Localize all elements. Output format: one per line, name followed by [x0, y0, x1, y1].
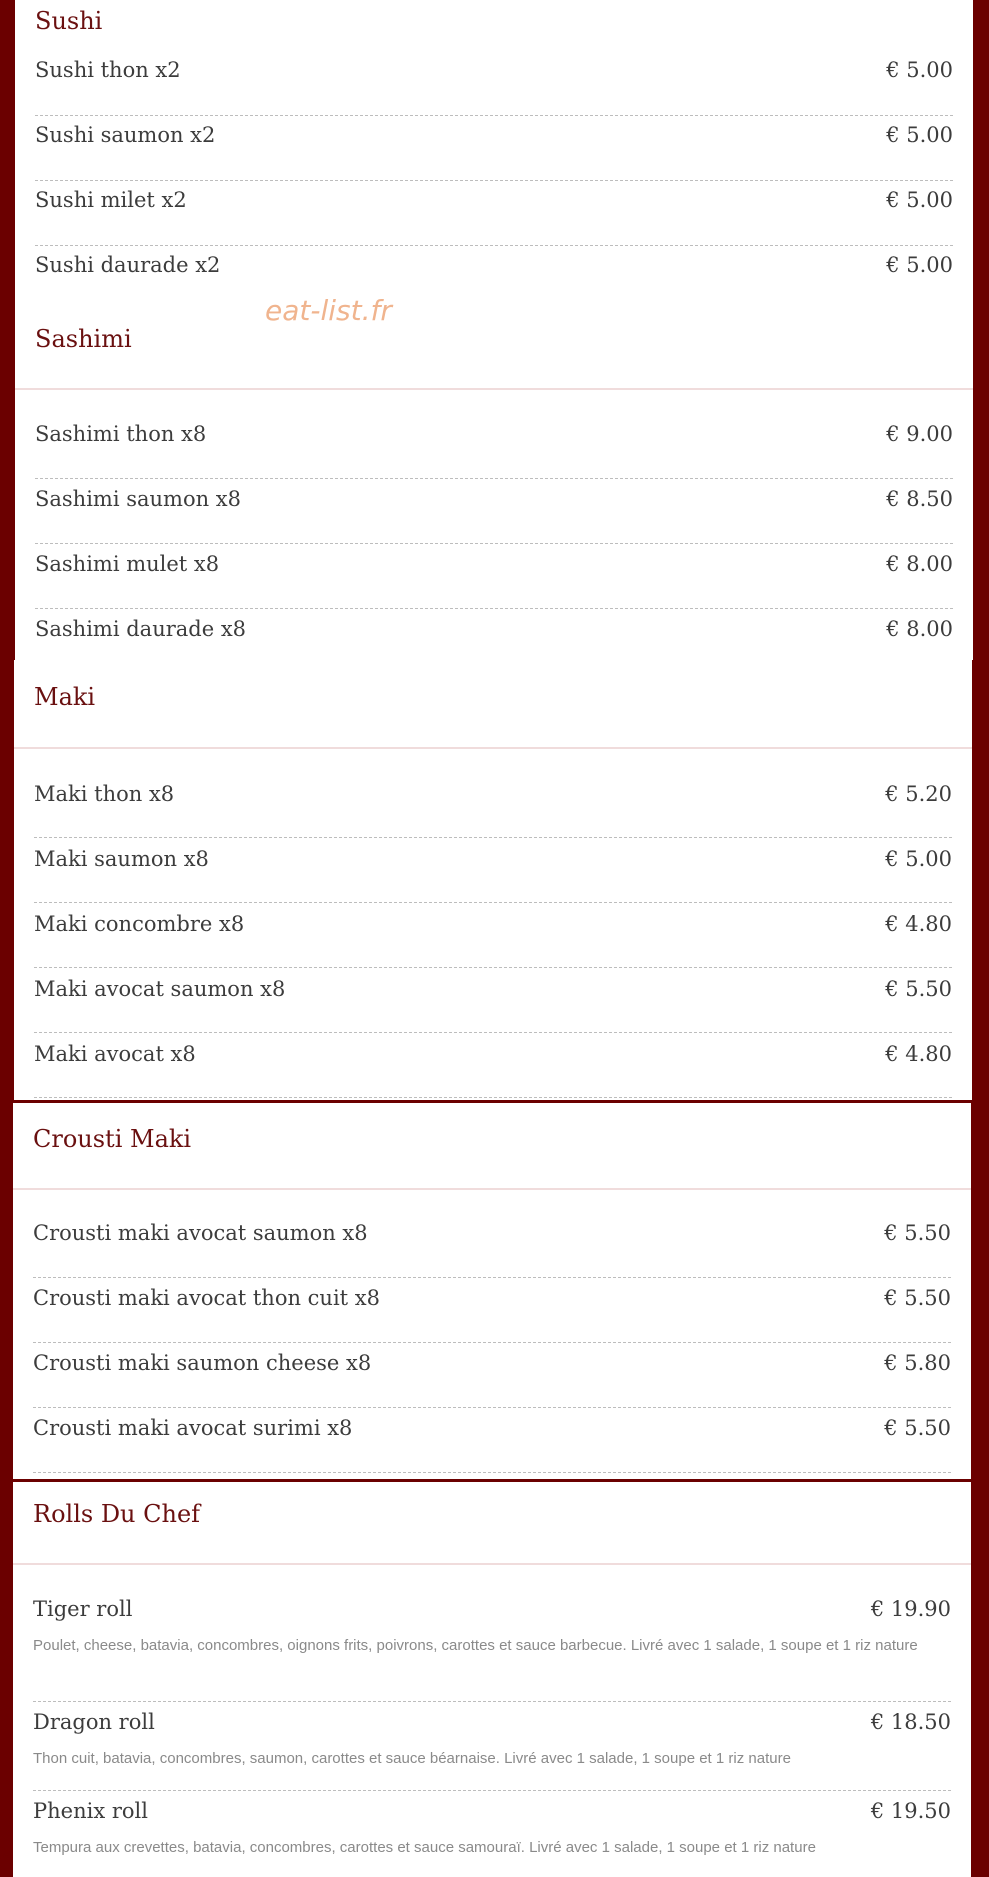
item-divider	[35, 115, 953, 116]
item-price: € 8.50	[886, 487, 953, 511]
item-price: € 5.50	[885, 977, 952, 1001]
item-name: Crousti maki saumon cheese x8	[33, 1351, 372, 1375]
item-description: Poulet, cheese, batavia, concombres, oignons frits, poivrons, carottes et sauce barbecue. Livré avec 1 salade, 1 soupe et 1 riz nature	[33, 1637, 918, 1654]
item-price: € 5.00	[886, 123, 953, 147]
category-sushi	[15, 0, 973, 298]
category-maki	[14, 660, 972, 1100]
item-name: Sushi saumon x2	[35, 123, 216, 147]
item-name: Maki avocat saumon x8	[34, 977, 286, 1001]
item-name: Sashimi daurade x8	[35, 617, 247, 641]
item-divider	[33, 1342, 951, 1343]
category-title: Crousti Maki	[33, 1125, 192, 1153]
item-name: Sushi thon x2	[35, 58, 181, 82]
category-divider	[13, 1563, 971, 1565]
item-divider	[34, 837, 952, 838]
item-name: Tiger roll	[33, 1597, 133, 1621]
item-divider	[33, 1701, 951, 1702]
item-name: Crousti maki avocat saumon x8	[33, 1221, 368, 1245]
item-price: € 4.80	[885, 912, 952, 936]
item-divider	[35, 543, 953, 544]
item-divider	[33, 1407, 951, 1408]
category-title: Rolls Du Chef	[33, 1500, 201, 1528]
category-divider	[15, 388, 973, 390]
item-price: € 19.50	[870, 1799, 951, 1823]
menu-item[interactable]	[33, 1597, 951, 1677]
item-price: € 19.90	[870, 1597, 951, 1621]
item-price: € 5.50	[884, 1416, 951, 1440]
watermark: eat-list.fr	[265, 294, 392, 327]
item-description: Tempura aux crevettes, batavia, concombres, carottes et sauce samouraï. Livré avec 1 salade, 1 soupe et 1 riz nature	[33, 1839, 816, 1856]
item-divider	[33, 1472, 951, 1473]
item-divider	[34, 967, 952, 968]
item-divider	[35, 180, 953, 181]
item-divider	[34, 1097, 952, 1098]
item-price: € 5.50	[884, 1286, 951, 1310]
category-divider	[13, 1188, 971, 1190]
item-price: € 8.00	[886, 617, 953, 641]
category-title: Sashimi	[35, 325, 132, 353]
item-price: € 5.20	[885, 782, 952, 806]
category-crousti-maki	[13, 1103, 971, 1479]
item-name: Phenix roll	[33, 1799, 148, 1823]
item-price: € 5.00	[886, 188, 953, 212]
item-name: Sashimi thon x8	[35, 422, 207, 446]
item-divider	[35, 245, 953, 246]
item-name: Sashimi mulet x8	[35, 552, 220, 576]
item-divider	[33, 1790, 951, 1791]
category-divider	[14, 747, 972, 749]
item-name: Crousti maki avocat thon cuit x8	[33, 1286, 380, 1310]
item-price: € 4.80	[885, 1042, 952, 1066]
item-name: Sushi daurade x2	[35, 253, 221, 277]
item-description: Thon cuit, batavia, concombres, saumon, carottes et sauce béarnaise. Livré avec 1 salade, 1 soupe et 1 riz nature	[33, 1750, 791, 1767]
item-price: € 9.00	[886, 422, 953, 446]
item-name: Maki concombre x8	[34, 912, 245, 936]
item-name: Sushi milet x2	[35, 188, 187, 212]
item-price: € 5.00	[886, 58, 953, 82]
item-name: Sashimi saumon x8	[35, 487, 242, 511]
category-title: Sushi	[35, 7, 103, 35]
menu-item[interactable]	[33, 1710, 951, 1770]
item-name: Maki avocat x8	[34, 1042, 196, 1066]
category-sashimi	[15, 298, 973, 660]
item-price: € 5.80	[884, 1351, 951, 1375]
menu-item[interactable]	[33, 1799, 951, 1859]
item-price: € 8.00	[886, 552, 953, 576]
item-price: € 5.50	[884, 1221, 951, 1245]
item-divider	[35, 478, 953, 479]
item-name: Maki thon x8	[34, 782, 175, 806]
category-rolls-du-chef	[13, 1482, 971, 1877]
item-divider	[34, 902, 952, 903]
item-divider	[34, 1032, 952, 1033]
item-divider	[35, 608, 953, 609]
item-name: Crousti maki avocat surimi x8	[33, 1416, 353, 1440]
item-price: € 5.00	[885, 847, 952, 871]
item-price: € 18.50	[870, 1710, 951, 1734]
item-divider	[33, 1277, 951, 1278]
item-price: € 5.00	[886, 253, 953, 277]
category-title: Maki	[34, 683, 96, 711]
item-name: Maki saumon x8	[34, 847, 209, 871]
item-name: Dragon roll	[33, 1710, 155, 1734]
